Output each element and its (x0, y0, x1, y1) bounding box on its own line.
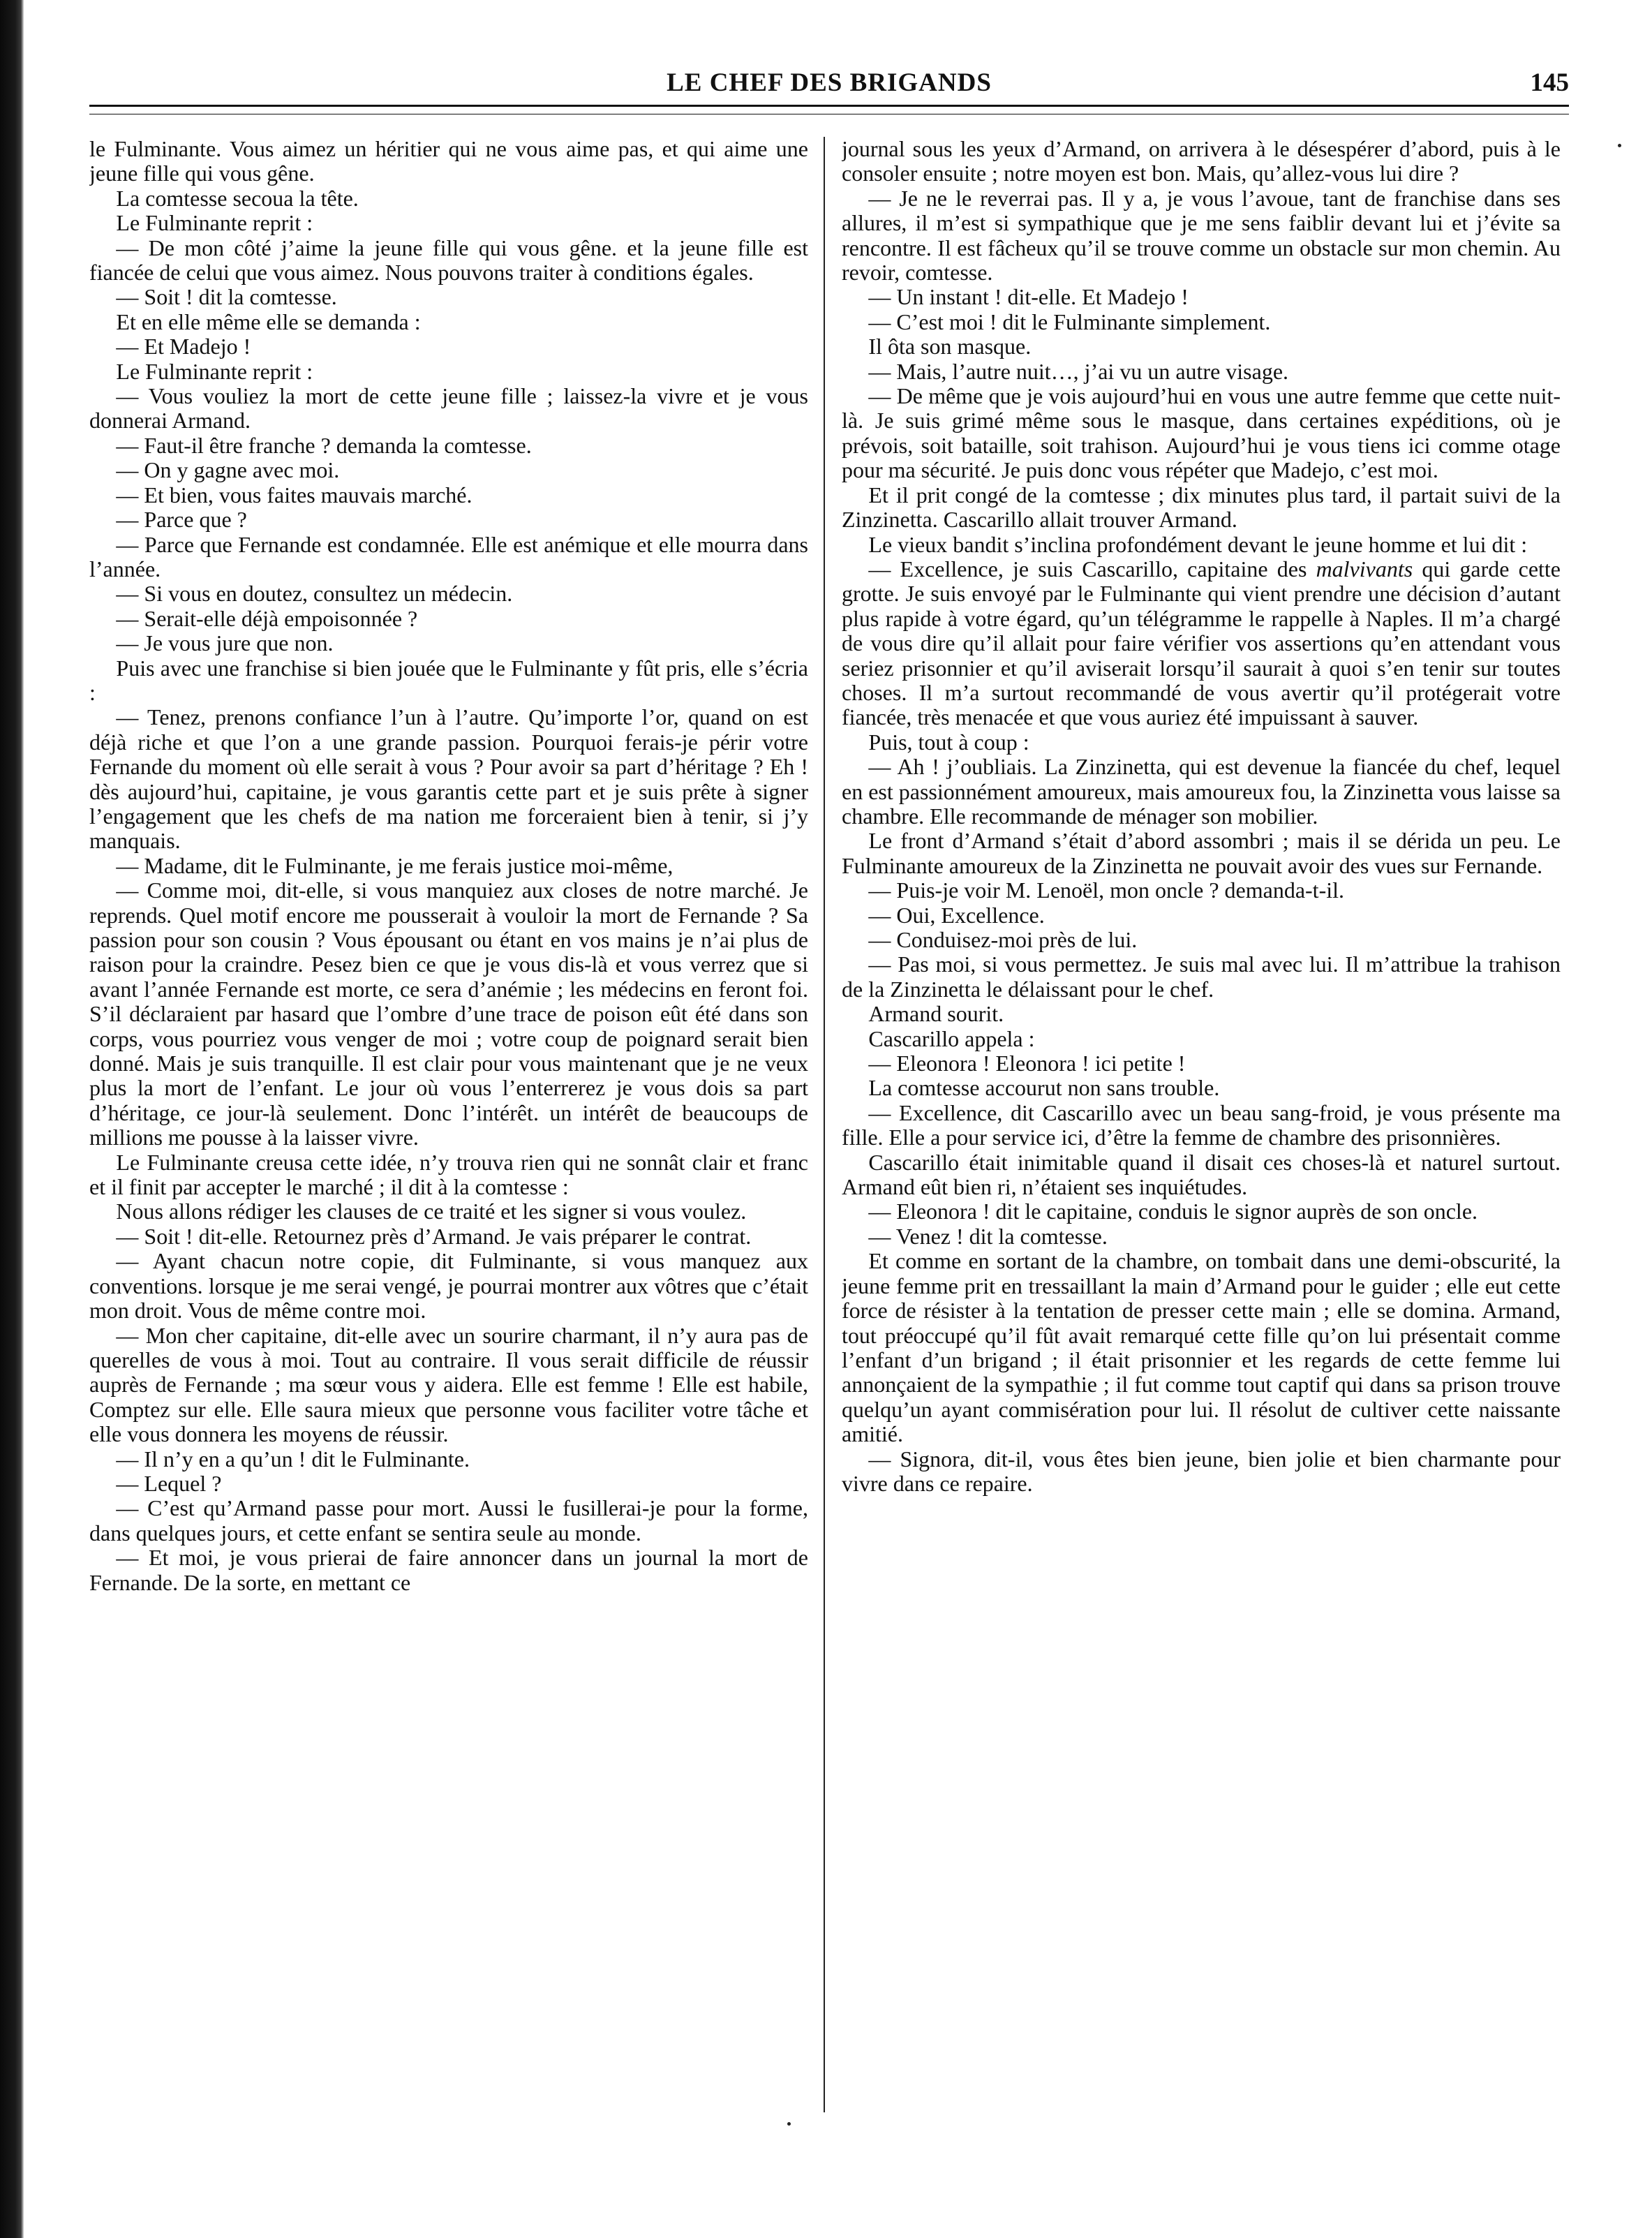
paragraph: — Madame, dit le Fulminante, je me ferais justice moi-même, (116, 852, 674, 878)
paragraph: — Signora, dit-il, vous êtes bien jeune, bien jolie et bien charmante pour vivre dans ce repaire. (842, 1446, 1561, 1496)
paragraph: Le Fulminante reprit : (116, 210, 313, 236)
paragraph: — Pas moi, si vous permettez. Je suis mal avec lui. Il m’attribue la trahison de la Zinzinetta le délaissant pour le chef. (842, 951, 1561, 1002)
paragraph: — Serait-elle déjà empoisonnée ? (116, 605, 418, 631)
paragraph: — Je vous jure que non. (116, 630, 334, 656)
paragraph: — Puis-je voir M. Lenoël, mon oncle ? demanda-t-il. (868, 877, 1344, 903)
paragraph: Le Fulminante reprit : (116, 358, 313, 384)
paragraph: La comtesse secoua la tête. (116, 185, 359, 211)
paragraph: — Vous vouliez la mort de cette jeune fille ; laissez-la vivre et je vous donnerai Armand. (89, 383, 808, 433)
paragraph: — C’est qu’Armand passe pour mort. Aussi le fusillerai-je pour la forme, dans quelques jours, et cette enfant se sentira seule au monde. (89, 1495, 808, 1546)
paragraph: — Ah ! j’oubliais. La Zinzinetta, qui est devenue la fiancée du chef, lequel en est passionnément amoureux, mais amoureux fou, la Zinzinetta vous laisse sa chambre. Elle recommande de ménager son mobilier. (842, 754, 1561, 829)
paragraph: Et comme en sortant de la chambre, on tombait dans une demi-obscurité, la jeune femme prit en tressaillant la main d’Armand pour le guider ; elle eut cette force de résister à la tentation de presser cette main ; elle se domina. Armand, tout préoccupé qu’il fût avait remarqué cette fille qu’on lui présentait comme l’enfant d’un brigand ; il était prisonnier et les regards de cette femme lui annonçaient de la sympathie ; il fut comme tout captif qui dans sa prison trouve quelqu’un ayant commisération pour lui. Il résolut de cultiver cette naissante amitié. (842, 1248, 1561, 1447)
paragraph: — Si vous en doutez, consultez un médecin. (116, 581, 513, 607)
paragraph: Le front d’Armand s’était d’abord assombri ; mais il se dérida un peu. Le Fulminante amoureux de la Zinzinetta ne pouvait avoir des vues sur Fernande. (842, 828, 1561, 878)
left-column (89, 137, 808, 2091)
paragraph: Nous allons rédiger les clauses de ce traité et les signer si vous voulez. (116, 1199, 747, 1224)
print-speck (787, 2122, 791, 2126)
print-speck (1618, 144, 1621, 147)
paragraph: — Eleonora ! Eleonora ! ici petite ! (868, 1051, 1186, 1076)
paragraph: — De mon côté j’aime la jeune fille qui vous gêne. et la jeune fille est fiancée de celui que vous aimez. Nous pouvons traiter à conditions égales. (89, 235, 808, 286)
paragraph: Il ôta son masque. (868, 334, 1032, 360)
paragraph: — Soit ! dit la comtesse. (116, 284, 337, 310)
paragraph: — Je ne le reverrai pas. Il y a, je vous l’avoue, tant de franchise dans ses allures, il m’est si sympathique que je me sens faiblir devant lui et j’évite sa rencontre. Il est fâcheux qu’il se trouve comme un obstacle sur mon chemin. Au revoir, comtesse. (842, 185, 1561, 286)
paragraph: Cascarillo était inimitable quand il disait ces choses-là et naturel surtout. Armand eût bien ri, n’étaient ses inquiétudes. (842, 1149, 1561, 1200)
page-number: 145 (1530, 68, 1569, 97)
paragraph: — Ayant chacun notre copie, dit Fulminante, si vous manquez aux conventions. lorsque je me serai vengé, je pourrai montrer aux vôtres que c’était mon droit. Vous de même contre moi. (89, 1248, 808, 1324)
paragraph: — Un instant ! dit-elle. Et Madejo ! (868, 284, 1189, 310)
paragraph: — On y gagne avec moi. (116, 457, 340, 483)
page-header (89, 67, 1569, 110)
paragraph: — Il n’y en a qu’un ! dit le Fulminante. (116, 1446, 470, 1472)
paragraph: Puis, tout à coup : (868, 729, 1029, 755)
paragraph: — Et bien, vous faites mauvais marché. (116, 482, 472, 507)
paragraph: — Excellence, dit Cascarillo avec un beau sang-froid, je vous présente ma fille. Elle a pour service ici, d’être la femme de chambre des prisonnières. (842, 1099, 1561, 1150)
paragraph: Cascarillo appela : (868, 1025, 1035, 1051)
column-divider (824, 137, 825, 2112)
paragraph: journal sous les yeux d’Armand, on arrivera à le désespérer d’abord, puis à le consoler ensuite ; notre moyen est bon. Mais, qu’allez-vous lui dire ? (842, 137, 1561, 186)
paragraph: Le Fulminante creusa cette idée, n’y trouva rien qui ne sonnât clair et franc et il finit par accepter le marché ; il dit à la comtesse : (89, 1149, 808, 1200)
paragraph: Armand sourit. (868, 1001, 1004, 1027)
paragraph: Le vieux bandit s’inclina profondément devant le jeune homme et lui dit : (868, 531, 1528, 557)
paragraph: La comtesse accourut non sans trouble. (868, 1075, 1220, 1101)
paragraph: — De même que je vois aujourd’hui en vous une autre femme que cette nuit-là. Je suis grimé même sous le masque, dans certaines expéditions, où je prévois, soit bataille, soit trahison. Aujourd’hui je vous tiens ici comme otage pour ma sécurité. Je puis donc vous répéter que Madejo, c’est moi. (842, 383, 1561, 483)
paragraph: — Comme moi, dit-elle, si vous manquiez aux closes de notre marché. Je reprends. Quel motif encore me pousserait à vouloir la mort de Fernande ? Sa passion pour son cousin ? Vous épousant ou étant en vos mains je n’ai plus de raison pour la craindre. Pesez bien ce que je vous dis-là et vous verrez que si avant l’année Fernande est morte, ce sera d’anémie ; les médecins en feront foi. S’il déclaraient par hasard que l’ombre d’une trace de poison eût été dans son corps, vous pourriez vous venger de moi ; votre coup de poignard serait bien donné. Mais je suis tranquille. Il est clair pour vous maintenant que je ne veux plus la mort de l’enfant. Le jour où vous l’enterrerez je vous dois sa part d’héritage, ce jour-là seulement. Donc l’intérêt. un intérêt de beaucoups de millions me pousse à la laisser vivre. (89, 877, 808, 1150)
paragraph: — Mon cher capitaine, dit-elle avec un sourire charmant, il n’y aura pas de querelles de vous à moi. Tout au contraire. Il vous serait difficile de réussir auprès de Fernande ; ma sœur vous y aidera. Elle est femme ! Elle est habile, Comptez sur elle. Elle saura mieux que personne vous faciliter votre tâche et elle vous donnera les moyens de réussir. (89, 1322, 808, 1447)
paragraph: — Eleonora ! dit le capitaine, conduis le signor auprès de son oncle. (868, 1199, 1478, 1224)
paragraph: — Parce que Fernande est condamnée. Elle est anémique et elle mourra dans l’année. (89, 531, 808, 581)
paragraph: — Et moi, je vous prierai de faire annoncer dans un journal la mort de Fernande. De la sorte, en mettant ce (89, 1545, 808, 1595)
paragraph: — Venez ! dit la comtesse. (868, 1223, 1108, 1249)
book-spine-shadow (0, 0, 24, 2238)
paragraph: Et en elle même elle se demanda : (116, 309, 421, 334)
paragraph: — Oui, Excellence. (868, 902, 1045, 928)
header-rule (89, 105, 1569, 114)
paragraph: — Tenez, prenons confiance l’un à l’autre. Qu’importe l’or, quand on est déjà riche et que l’on a une grande passion. Pourquoi ferais-je périr votre Fernande du moment où elle serait à vous ? Pour avoir sa part d’héritage ? Eh ! dès aujourd’hui, capitaine, je vous garantis cette part et je suis prête à signer l’engagement que les chefs de ma nation me forceraient bien à tenir, si j’y manquais. (89, 704, 808, 854)
italic-term: malvivants (1316, 556, 1413, 581)
paragraph: — C’est moi ! dit le Fulminante simplement. (868, 309, 1271, 334)
paragraph: Et il prit congé de la comtesse ; dix minutes plus tard, il partait suivi de la Zinzinetta. Cascarillo allait trouver Armand. (842, 482, 1561, 533)
running-title: LE CHEF DES BRIGANDS (667, 68, 992, 97)
paragraph: — Soit ! dit-elle. Retournez près d’Armand. Je vais préparer le contrat. (116, 1223, 752, 1249)
right-column (842, 137, 1561, 2091)
paragraph: — Lequel ? (116, 1470, 222, 1496)
paragraph: Puis avec une franchise si bien jouée que le Fulminante y fût pris, elle s’écria : (89, 655, 808, 705)
paragraph: — Conduisez-moi près de lui. (868, 927, 1138, 952)
paragraph: — Parce que ? (116, 507, 247, 533)
paragraph: — Faut-il être franche ? demanda la comtesse. (116, 432, 532, 458)
paragraph: — Excellence, je suis Cascarillo, capitaine des malvivants qui garde cette grotte. Je suis envoyé par le Fulminante qui vient prendre une décision d’autant plus rapide à votre égard, qu’un télégramme le rappelle à Naples. Il m’a chargé de vous dire qu’il allait pour faire vérifier vos assertions qu’en attendant vous seriez prisonnier et qu’il aviserait lorsqu’il saurait à quoi s’en tenir sur toutes choses. Il m’a surtout recommandé de vous avertir qu’il protégerait votre fiancée, très menacée et que vous auriez été impuissant à sauver. (842, 556, 1561, 730)
paragraph: le Fulminante. Vous aimez un héritier qui ne vous aime pas, et qui aime une jeune fille qui vous gêne. (89, 137, 808, 186)
paragraph: — Mais, l’autre nuit…, j’ai vu un autre visage. (868, 358, 1289, 384)
paragraph: — Et Madejo ! (116, 334, 251, 360)
